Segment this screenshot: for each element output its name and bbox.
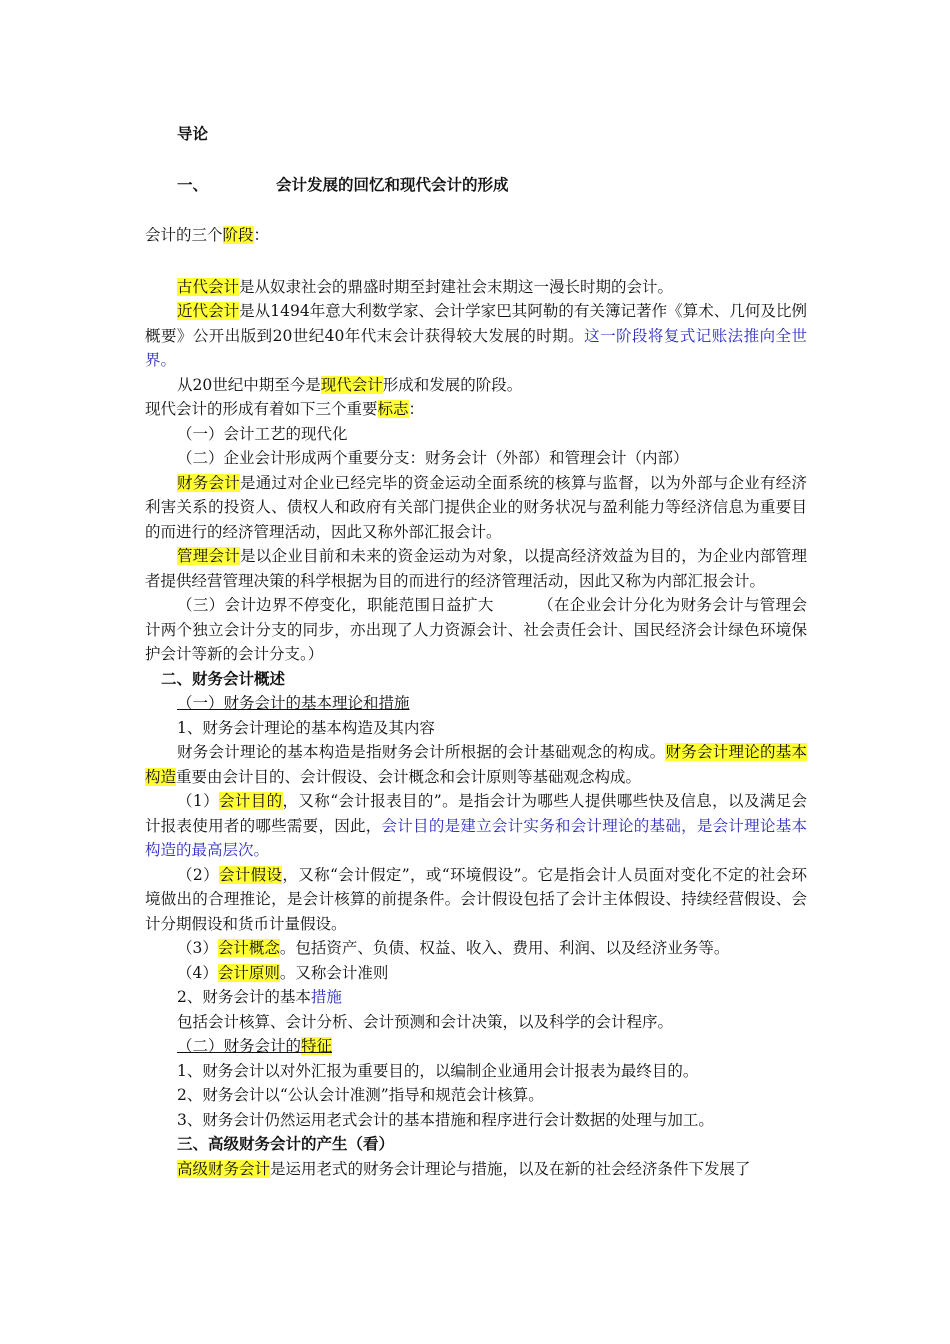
highlight: 特征 <box>301 1037 333 1055</box>
section-3-heading: 三、高级财务会计的产生（看） <box>177 1135 395 1153</box>
highlight: 会计假设 <box>218 865 283 884</box>
highlight: 高级财务会计 <box>177 1159 271 1178</box>
accounting-concept-paragraph: （3）会计概念。包括资产、负债、权益、收入、费用、利润、以及经济业务等。 <box>177 939 730 957</box>
highlight: 阶段 <box>222 226 254 244</box>
highlight: 财务会计 <box>177 473 241 492</box>
marks-intro: 现代会计的形成有着如下三个重要标志： <box>145 400 425 418</box>
modern-accounting-paragraph: 从20世纪中期至今是现代会计形成和发展的阶段。 <box>177 375 523 394</box>
measures-paragraph: 包括会计核算、会计分析、会计预测和会计决策，以及科学的会计程序。 <box>177 1012 674 1031</box>
financial-accounting-paragraph: 财务会计是通过对企业已经完毕的资金运动全面系统的核算与监督，以为外部与企业有经济利害关系的投资人、债权人和政府有关部门提供企业的财务状况与盈利能力等经济信息为重要目的而进行的经济管理活动，因此又称外部汇报会计。 <box>145 473 807 541</box>
mark-3: （三）会计边界不停变化，职能范围日益扩大 （在企业会计分化为财务会计与管理会计两个独立会计分支的同步，亦出现了人力资源会计、社会责任会计、国民经济会计绿色环境保护会计等新的会计分支。） <box>145 596 807 663</box>
basic-structure-paragraph: 财务会计理论的基本构造是指财务会计所根据的会计基础观念的构成。财务会计理论的基本构造重要由会计目的、会计假设、会计概念和会计原则等基础观念构成。 <box>145 743 807 786</box>
section-2-heading: 二、财务会计概述 <box>161 669 286 688</box>
early-modern-accounting-paragraph: 近代会计是从1494年意大利数学家、会计学家巴其阿勒的有关簿记著作《算术、几何及比例概要》公开出版到20世纪40年代末会计获得较大发展的时期。这一阶段将复式记账法推向全世界。 <box>145 302 807 369</box>
accounting-goal-paragraph: （1）会计目的，又称“会计报表目的”。是指会计为哪些人提供哪些快及信息，以及满足会计报表使用者的哪些需要，因此，会计目的是建立会计实务和会计理论的基础，是会计理论基本构造的最高层次。 <box>145 792 807 859</box>
section-1-heading: 一、 会计发展的回忆和现代会计的形成 <box>177 175 509 194</box>
document-body <box>145 122 807 1181</box>
highlight: 近代会计 <box>177 302 240 320</box>
subsection-2-heading: （二）财务会计的特征 <box>177 1037 333 1055</box>
subsection-1-heading: （一）财务会计的基本理论和措施 <box>177 694 410 712</box>
highlight: 管理会计 <box>177 547 241 565</box>
intro-heading: 导论 <box>177 125 209 143</box>
highlight: 会计原则 <box>217 963 280 982</box>
accounting-principle-paragraph: （4）会计原则。又称会计准则 <box>177 963 389 982</box>
highlight: 会计目的 <box>219 792 283 810</box>
mark-2: （二）企业会计形成两个重要分支：财务会计（外部）和管理会计（内部） <box>177 449 689 467</box>
highlight: 财务会计理论的基本构造 <box>145 743 807 786</box>
accounting-assumption-paragraph: （2）会计假设，又称“会计假定”，或“环境假设”。它是指会计人员面对变化不定的社会环境做出的合理推论，是会计核算的前提条件。会计假设包括了会计主体假设、持续经营假设、会计分期假设和货币计量假设。 <box>145 865 807 933</box>
mark-1: （一）会计工艺的现代化 <box>177 424 348 443</box>
item-2: 2、财务会计的基本措施 <box>177 988 342 1006</box>
advanced-accounting-paragraph: 高级财务会计是运用老式的财务会计理论与措施，以及在新的社会经济条件下发展了 <box>177 1159 751 1178</box>
feature-1: 1、财务会计以对外汇报为重要目的，以编制企业通用会计报表为最终目的。 <box>177 1061 699 1080</box>
feature-3: 3、财务会计仍然运用老式会计的基本措施和程序进行会计数据的处理与加工。 <box>177 1110 714 1129</box>
stages-line: 会计的三个阶段： <box>145 226 270 244</box>
ancient-accounting-paragraph: 古代会计是从奴隶社会的鼎盛时期至封建社会末期这一漫长时期的会计。 <box>177 277 674 296</box>
highlight: 会计概念 <box>217 939 280 957</box>
highlight: 现代会计 <box>320 375 383 394</box>
feature-2: 2、财务会计以“公认会计准测”指导和规范会计核算。 <box>177 1086 544 1104</box>
item-1: 1、财务会计理论的基本构造及其内容 <box>177 718 435 737</box>
highlight: 古代会计 <box>177 277 240 296</box>
management-accounting-paragraph: 管理会计是以企业目前和未来的资金运动为对象，以提高经济效益为目的，为企业内部管理者提供经营管理决策的科学根据为目的而进行的经济管理活动，因此又称为内部汇报会计。 <box>145 547 807 590</box>
highlight: 标志 <box>377 400 409 418</box>
